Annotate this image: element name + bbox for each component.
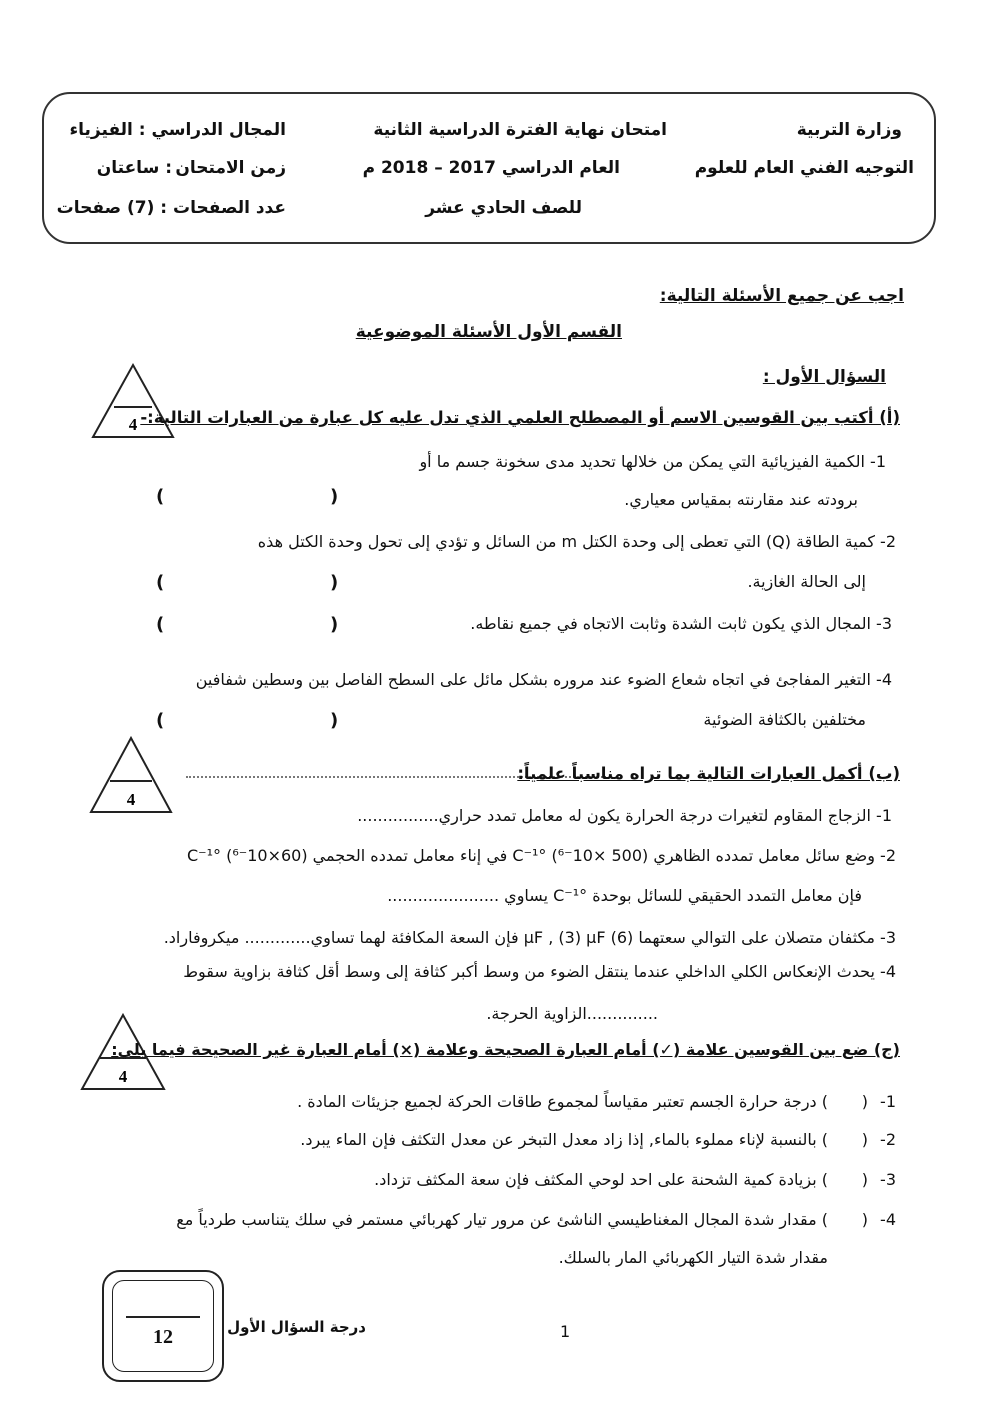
- section-title: القسم الأول الأسئلة الموضوعية: [355, 322, 622, 342]
- question-1-title: السؤال الأول :: [762, 367, 886, 387]
- pages-count: عدد الصفحات : (7) صفحات: [56, 198, 286, 218]
- answer-paren-open: (: [330, 710, 339, 731]
- part-b-item-2-line-2: فإن معامل التمدد الحقيقي للسائل بوحدة °C⁻¹ يساوي ......................: [387, 886, 862, 905]
- part-b-item-2-line-1: 2- وضع سائل معامل تمدده الظاهري (500 ×10⁻⁶) °C⁻¹ في إناء معامل تمدده الحجمي (60×10⁻⁶) °C⁻¹: [186, 846, 896, 865]
- part-c-item-3-num: 3-: [880, 1170, 896, 1189]
- part-b-item-1: 1- الزجاج المقاوم لتغيرات درجة الحرارة يكون له معامل تمدد حراري................: [357, 806, 892, 825]
- answer-paren-close: ): [156, 614, 165, 635]
- subject-label: المجال الدراسي : الفيزياء: [69, 120, 286, 140]
- part-a-item-2-line-2: إلى الحالة الغازية.: [747, 572, 866, 591]
- duration-label: زمن الامتحان: [175, 158, 286, 178]
- academic-year: العام الدراسي 2017 – 2018 م: [362, 158, 620, 178]
- part-c-score: 4: [118, 1067, 128, 1086]
- part-c-item-3: ) بزيادة كمية الشحنة على احد لوحي المكثف فإن سعة المكثف تزداد.: [374, 1170, 828, 1189]
- part-b-score: 4: [126, 790, 136, 809]
- part-c-prompt: (ج) ضع بين القوسين علامة (✓) أمام العبارة الصحيحة وعلامة (×) أمام العبارة غير الصحيحة فيما يلي:: [111, 1040, 900, 1059]
- part-a-item-1-line-2: برودته عند مقارنته بمقياس معياري.: [624, 490, 858, 509]
- answer-paren-open: (: [330, 614, 339, 635]
- part-a-score-triangle: [90, 362, 176, 440]
- part-c-item-2-open-paren: (: [861, 1130, 868, 1149]
- part-a-prompt: (أ) أكتب بين القوسين الاسم أو المصطلح العلمي الذي تدل عليه كل عبارة من العبارات التالية:-: [140, 408, 900, 427]
- part-a-item-2-line-1: 2- كمية الطاقة (Q) التي تعطى إلى وحدة الكتل m من السائل و تؤدي إلى تحول وحدة الكتل هذه: [257, 532, 896, 551]
- part-b-prompt: (ب) أكمل العبارات التالية بما تراه مناسباً علمياً:: [517, 764, 900, 783]
- answer-paren-open: (: [330, 486, 339, 507]
- question-1-total-score-box: [102, 1270, 224, 1382]
- part-b-item-3: 3- مكثفان متصلان على التوالي سعتهما (6) µF , (3) µF فإن السعة المكافئة لهما تساوي............. ميكروفاراد.: [163, 928, 896, 947]
- part-c-item-4-num: 4-: [880, 1210, 896, 1229]
- part-b-item-4-line-1: 4- يحدث الإنعكاس الكلي الداخلي عندما ينتقل الضوء من وسط أكبر كثافة إلى وسط أقل كثافة بزاوية سقوط: [183, 962, 896, 981]
- part-a-score: 4: [128, 415, 138, 434]
- part-b-score-triangle: [88, 735, 174, 815]
- ministry-name: وزارة التربية: [796, 120, 902, 140]
- exam-title: امتحان نهاية الفترة الدراسية الثانية: [373, 120, 667, 140]
- question-1-score-label: درجة السؤال الأول: [227, 1318, 366, 1336]
- page-number: 1: [560, 1322, 571, 1341]
- duration-value: : ساعتان: [96, 158, 172, 178]
- part-a-item-1-line-1: 1- الكمية الفيزيائية التي يمكن من خلالها تحديد مدى سخونة جسم ما أو: [419, 452, 886, 471]
- part-c-item-3-open-paren: (: [861, 1170, 868, 1189]
- part-a-item-4-line-2: مختلفين بالكثافة الضوئية: [703, 710, 866, 729]
- answer-paren-close: ): [156, 572, 165, 593]
- part-c-item-4-open-paren: (: [861, 1210, 868, 1229]
- part-c-item-1: ) درجة حرارة الجسم تعتبر مقياساً لمجموع طاقات الحركة لجميع جزيئات المادة .: [297, 1092, 828, 1111]
- question-1-total: 12: [153, 1326, 173, 1348]
- grade-label: للصف الحادي عشر: [425, 198, 582, 218]
- part-c-item-4-line-2: مقدار شدة التيار الكهربائي المار بالسلك.: [558, 1248, 828, 1267]
- instructions: اجب عن جميع الأسئلة التالية:: [659, 286, 904, 306]
- part-c-item-1-num: 1-: [880, 1092, 896, 1111]
- part-c-item-2: ) بالنسبة لإناء مملوء بالماء, إذا زاد معدل التبخر عن معدل التكثف فإن الماء يبرد.: [300, 1130, 828, 1149]
- answer-paren-close: ): [156, 710, 165, 731]
- part-c-item-2-num: 2-: [880, 1130, 896, 1149]
- answer-paren-close: ): [156, 486, 165, 507]
- answer-paren-open: (: [330, 572, 339, 593]
- part-a-item-3-line-1: 3- المجال الذي يكون ثابت الشدة وثابت الاتجاه في جميع نقاطه.: [470, 614, 892, 633]
- directorate-name: التوجيه الفني العام للعلوم: [694, 158, 914, 178]
- part-a-item-4-line-1: 4- التغير المفاجئ في اتجاه شعاع الضوء عند مروره بشكل مائل على السطح الفاصل بين وسطين شفافين: [195, 670, 892, 689]
- part-c-item-4-line-1: ) مقدار شدة المجال المغناطيسي الناشئ عن مرور تيار كهربائي مستمر في سلك يتناسب طردياً مع: [176, 1210, 828, 1229]
- part-b-item-4-line-2: ..............الزاوية الحرجة.: [486, 1004, 658, 1023]
- part-c-item-1-open-paren: (: [861, 1092, 868, 1111]
